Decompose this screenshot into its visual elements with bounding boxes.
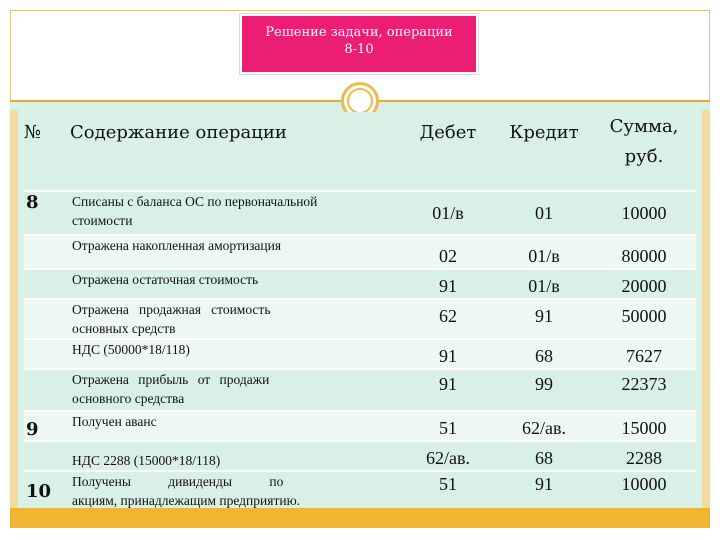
- row-credit: 91: [496, 471, 592, 511]
- table-row: [24, 369, 696, 411]
- row-number: 9: [24, 411, 64, 441]
- op-text: Отражена накопленная амортизация: [72, 238, 282, 253]
- header-debit: Дебет: [400, 112, 496, 191]
- op-text: Отражена остаточная стоимость: [72, 272, 259, 287]
- op-text: НДС (50000*18/118): [72, 342, 190, 357]
- header-credit: Кредит: [496, 112, 592, 191]
- row-operation: [64, 411, 400, 441]
- row-number: [24, 369, 64, 411]
- table-row: [24, 299, 696, 339]
- row-sum: 10000: [592, 191, 696, 235]
- table-row: [24, 441, 696, 471]
- row-operation: [64, 269, 400, 299]
- op-text: Отражена прибыль от продажи: [72, 372, 270, 387]
- header-sum: [592, 112, 696, 191]
- row-number: [24, 339, 64, 369]
- row-operation: [64, 191, 400, 235]
- table-row: [24, 269, 696, 299]
- side-border-left: [10, 110, 18, 508]
- row-sum: 22373: [592, 369, 696, 411]
- op-text: НДС 2288 (15000*18/118): [72, 453, 221, 468]
- row-number: 10: [24, 471, 64, 511]
- row-debit: 91: [400, 339, 496, 369]
- header-sum-line2: руб.: [624, 146, 664, 167]
- row-credit: 99: [496, 369, 592, 411]
- op-text: Получены дивиденды по: [72, 474, 284, 489]
- row-credit: 68: [496, 339, 592, 369]
- row-sum: 20000: [592, 269, 696, 299]
- row-operation: [64, 339, 400, 369]
- row-operation: [64, 441, 400, 471]
- table-row: [24, 235, 696, 269]
- row-debit: 91: [400, 369, 496, 411]
- row-number: [24, 299, 64, 339]
- row-debit: 91: [400, 269, 496, 299]
- row-credit: 01/в: [496, 269, 592, 299]
- op-text: основного средства: [72, 391, 185, 406]
- row-debit: 01/в: [400, 191, 496, 235]
- header-content: Содержание операции: [64, 112, 400, 191]
- table-row: [24, 191, 696, 235]
- row-credit: 01/в: [496, 235, 592, 269]
- slide-title-line2: 8-10: [344, 42, 374, 57]
- operations-table: [24, 112, 696, 511]
- row-sum: 50000: [592, 299, 696, 339]
- row-credit: 01: [496, 191, 592, 235]
- row-operation: [64, 369, 400, 411]
- row-sum: 2288: [592, 441, 696, 471]
- row-credit: 91: [496, 299, 592, 339]
- row-sum: 15000: [592, 411, 696, 441]
- row-sum: 80000: [592, 235, 696, 269]
- table-row: [24, 339, 696, 369]
- row-debit: 62: [400, 299, 496, 339]
- row-debit: 51: [400, 411, 496, 441]
- row-debit: 51: [400, 471, 496, 511]
- slide-title-line1: Решение задачи, операции: [265, 25, 453, 40]
- row-operation: [64, 299, 400, 339]
- slide-title: [240, 14, 478, 74]
- header-sum-line1: Сумма,: [609, 116, 679, 137]
- op-text: стоимости: [72, 213, 133, 228]
- op-text: основных средств: [72, 321, 176, 336]
- table-row: [24, 411, 696, 441]
- row-number: [24, 441, 64, 471]
- op-text: Получен аванс: [72, 414, 157, 429]
- side-border-right: [702, 110, 710, 508]
- table-header-row: [24, 112, 696, 191]
- header-number: №: [24, 112, 64, 191]
- op-text: Отражена продажная стоимость: [72, 302, 271, 317]
- row-number: [24, 235, 64, 269]
- row-debit: 02: [400, 235, 496, 269]
- row-sum: 10000: [592, 471, 696, 511]
- row-number: [24, 269, 64, 299]
- row-credit: 68: [496, 441, 592, 471]
- table-row: [24, 471, 696, 511]
- op-text: Списаны с баланса ОС по первоначальной: [72, 194, 318, 209]
- row-sum: 7627: [592, 339, 696, 369]
- row-number: 8: [24, 191, 64, 235]
- row-credit: 62/ав.: [496, 411, 592, 441]
- op-text: акциям, принадлежащим предприятию.: [72, 493, 301, 508]
- row-operation: [64, 235, 400, 269]
- row-debit: 62/ав.: [400, 441, 496, 471]
- row-operation: [64, 471, 400, 511]
- bottom-bar: [10, 508, 710, 528]
